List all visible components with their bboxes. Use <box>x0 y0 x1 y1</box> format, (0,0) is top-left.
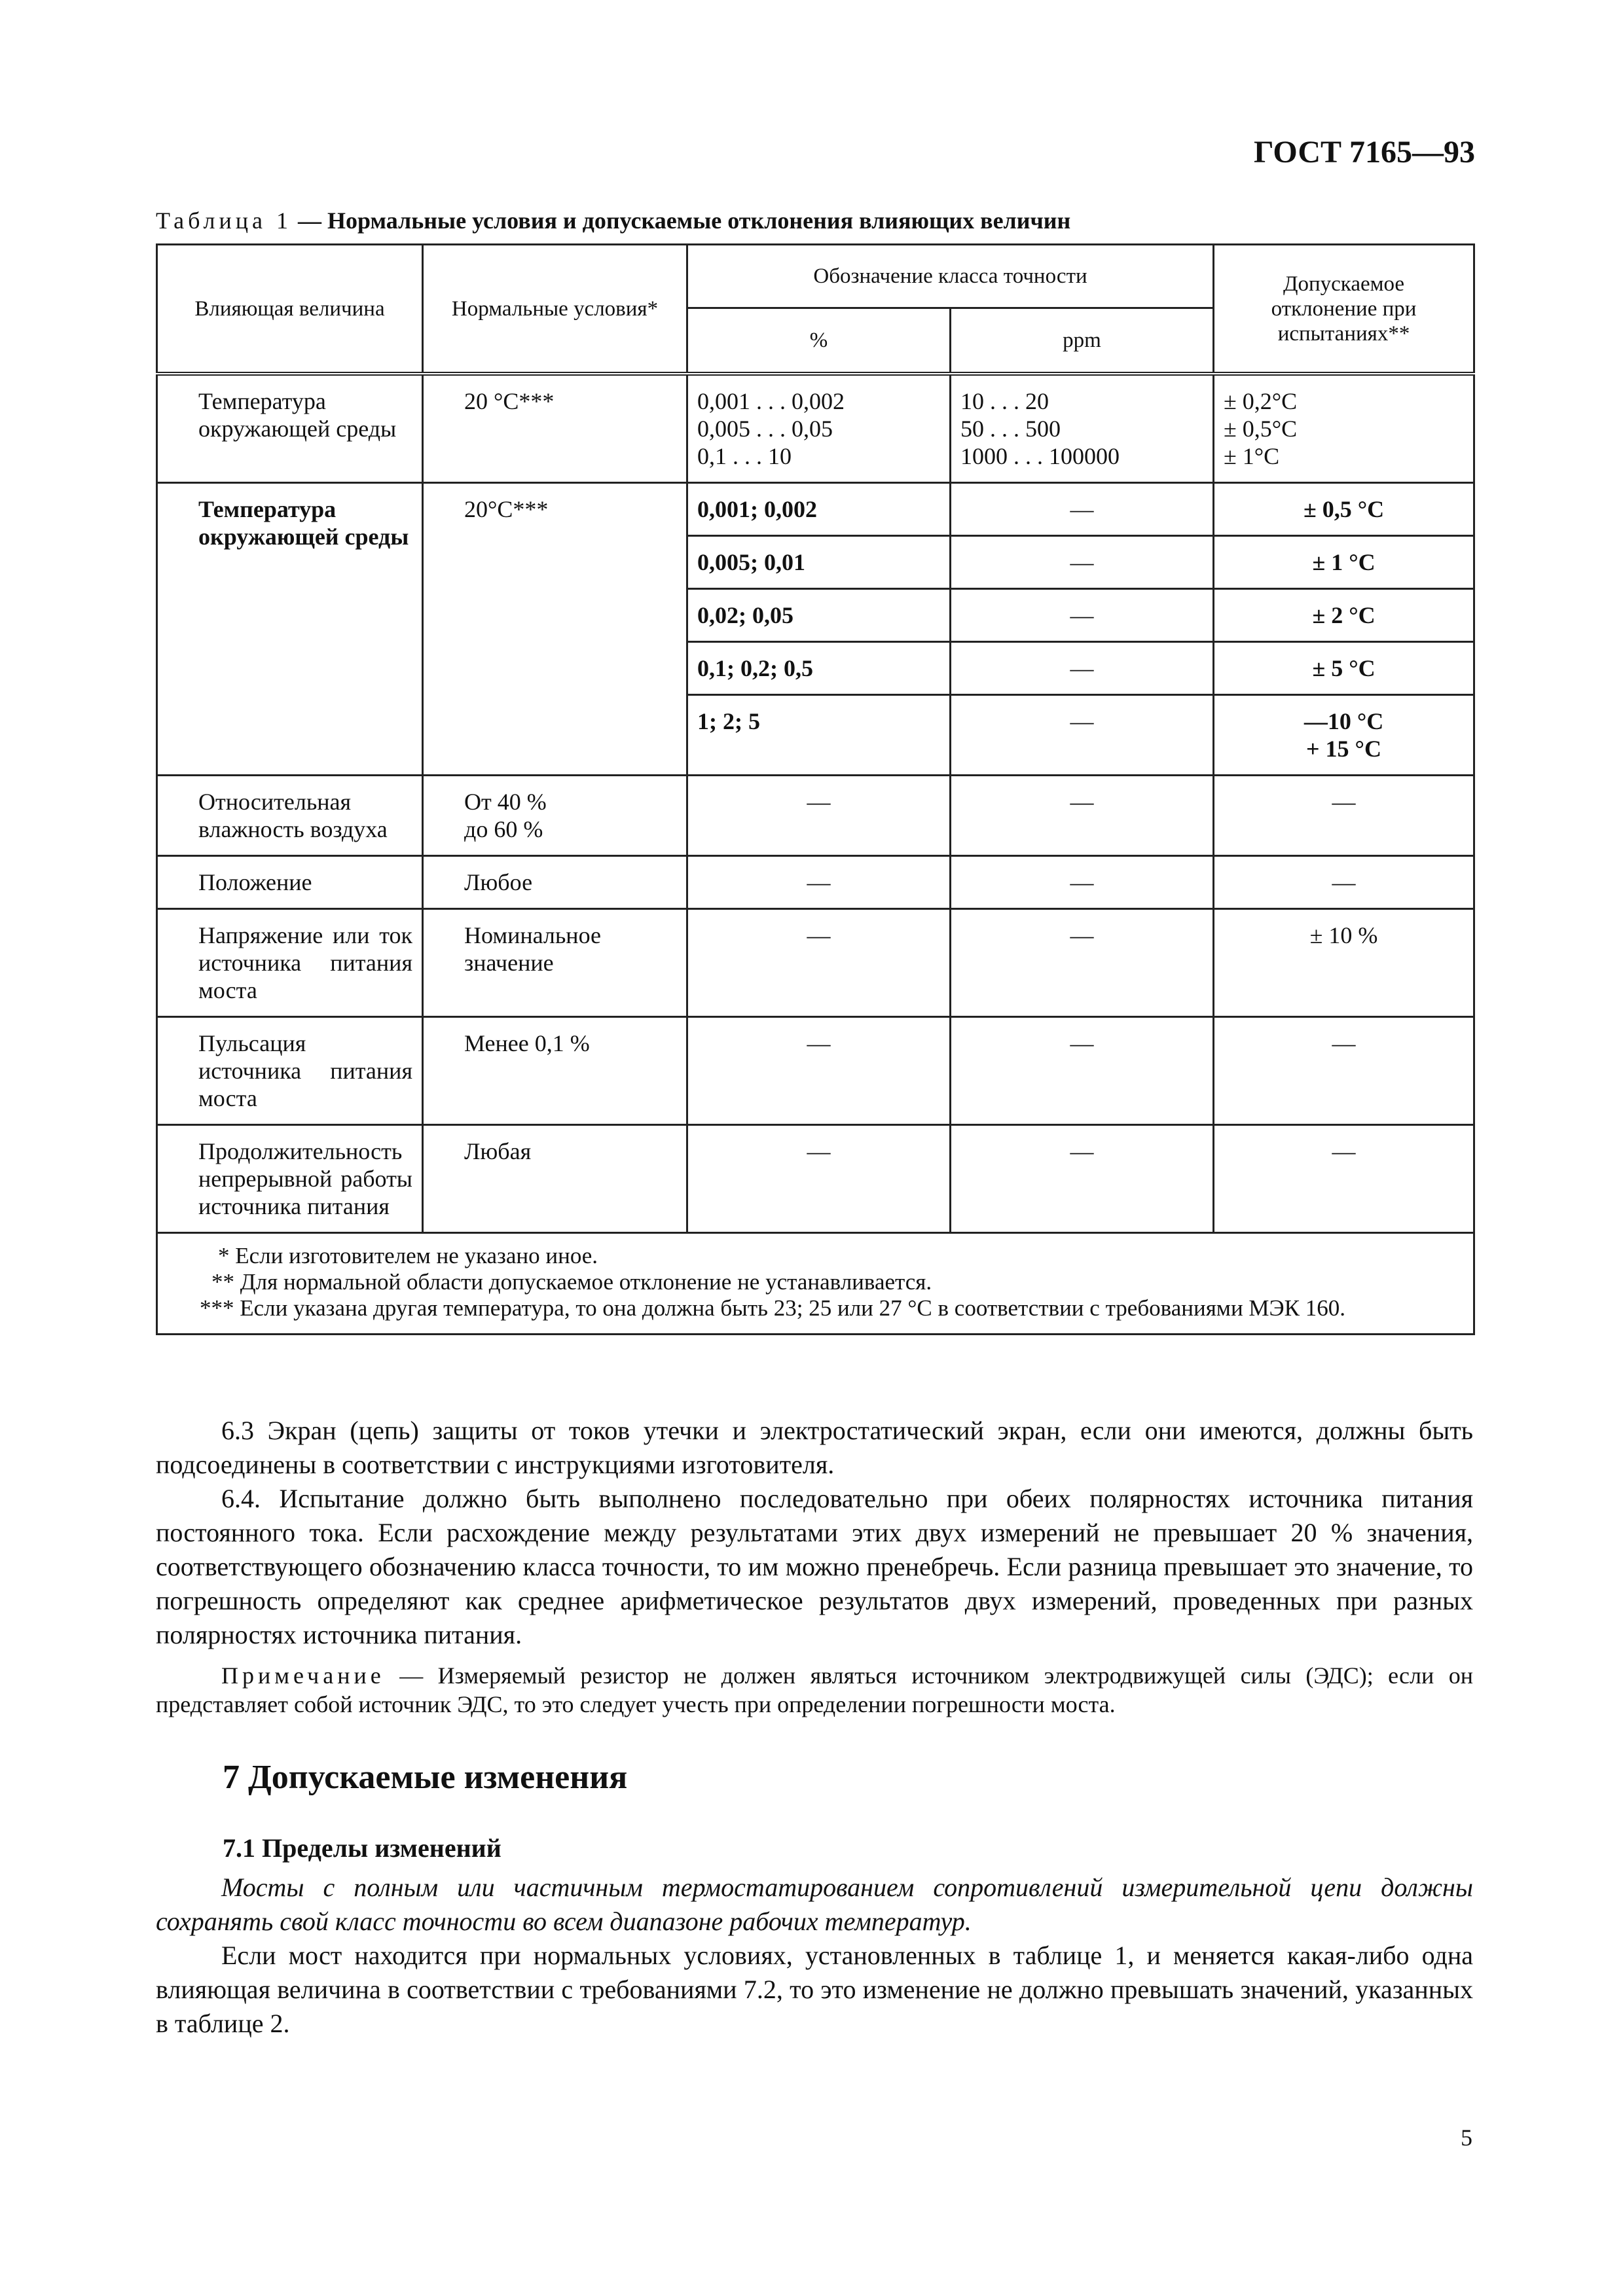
row-temp2-deviation-plus: + 15 °С <box>1306 736 1381 762</box>
row-ripple-percent: — <box>687 1017 951 1125</box>
row-temp-percent-2: 0,005 . . . 0,05 <box>697 416 833 442</box>
document-header-id: ГОСТ 7165—93 <box>1254 135 1475 170</box>
row-voltage-ppm: — <box>951 909 1214 1017</box>
header-influence-quantity: Влияющая величина <box>157 245 423 374</box>
row-humidity-normal <box>423 776 687 856</box>
row-temp-percent-1: 0,001 . . . 0,002 <box>697 388 845 414</box>
row-temp2-deviation: ± 5 °С <box>1214 642 1474 695</box>
table-notes-row <box>157 1233 1474 1335</box>
row-temp-percent <box>687 374 951 483</box>
table-row <box>157 856 1474 909</box>
row-humidity-normal-from: От 40 % <box>464 789 547 815</box>
paragraph-7-1-italic: Мосты с полным или частичным термостатированием сопротивлений измерительной цепи должны сохранять свой класс точности во всем диапазоне рабочих температур. <box>156 1873 1473 1936</box>
row-temp2-deviation: ± 1 °С <box>1214 536 1474 589</box>
table-row <box>157 1017 1474 1125</box>
header-allowed-deviation: Допускаемое отклонение при испытаниях** <box>1214 245 1474 374</box>
row-temp2-deviation: ± 2 °С <box>1214 589 1474 642</box>
row-temp2-percent: 0,001; 0,002 <box>687 483 951 536</box>
row-position-deviation: — <box>1214 856 1474 909</box>
page-number: 5 <box>1461 2125 1472 2151</box>
paragraph-6-4: 6.4. Испытание должно быть выполнено последовательно при обеих полярностях источника питания постоянного тока. Если расхождение между результатами этих двух измерений не превышает 20 % значения, соответствующего обозначению класса точности, то им можно пренебречь. Если разница превышает это значение, то погрешность определяют как среднее арифметическое результатов двух измерений, проведенных при разных полярностях источника питания. <box>156 1484 1473 1649</box>
paragraph-6-3: 6.3 Экран (цепь) защиты от токов утечки и электростатический экран, если они имеются, должны быть подсоединены в соответствии с инструкциями изготовителя. <box>156 1416 1473 1479</box>
row-temp2-ppm: — <box>951 695 1214 776</box>
row-duration-ppm: — <box>951 1125 1214 1233</box>
row-temp2-ppm: — <box>951 589 1214 642</box>
table-row <box>157 483 1474 536</box>
row-temp-deviation-2: ± 0,5°С <box>1224 416 1298 442</box>
table-note-2: ** Для нормальной области допускаемое отклонение не устанавливается. <box>211 1269 932 1295</box>
table-caption <box>156 207 1070 234</box>
header-normal-conditions: Нормальные условия* <box>423 245 687 374</box>
row-humidity-ppm: — <box>951 776 1214 856</box>
table-row <box>157 1125 1474 1233</box>
table-caption-title: Нормальные условия и допускаемые отклонения влияющих величин <box>327 207 1071 234</box>
note-text: — Измеряемый резистор не должен являться источником электродвижущей силы (ЭДС); если он представляет собой источник ЭДС, то это следует учесть при определении погрешности моста. <box>156 1662 1473 1717</box>
row-temp-percent-3: 0,1 . . . 10 <box>697 443 792 469</box>
row-humidity-percent: — <box>687 776 951 856</box>
body-section-6 <box>156 1414 1473 1719</box>
row-temp2-percent: 1; 2; 5 <box>687 695 951 776</box>
row-temp2-quantity: Температура окружающей среды <box>157 483 423 776</box>
row-temp-deviation-1: ± 0,2°С <box>1224 388 1298 414</box>
table-caption-prefix: Таблица 1 <box>156 207 292 234</box>
row-temp2-percent: 0,02; 0,05 <box>687 589 951 642</box>
row-voltage-deviation: ± 10 % <box>1214 909 1474 1017</box>
row-temp-deviation-3: ± 1°С <box>1224 443 1280 469</box>
header-percent: % <box>687 308 951 374</box>
row-humidity-normal-to: до 60 % <box>464 816 543 842</box>
row-humidity-quantity: Относительная влажность воздуха <box>157 776 423 856</box>
row-temp-deviation <box>1214 374 1474 483</box>
header-accuracy-class: Обозначение класса точности <box>687 245 1214 308</box>
table-notes <box>157 1233 1474 1335</box>
row-position-quantity: Положение <box>157 856 423 909</box>
table-row <box>157 909 1474 1017</box>
row-position-normal: Любое <box>423 856 687 909</box>
row-temp-ppm-3: 1000 . . . 100000 <box>960 443 1120 469</box>
row-temp2-deviation <box>1214 695 1474 776</box>
row-voltage-normal: Номинальное значение <box>423 909 687 1017</box>
row-temp2-percent: 0,1; 0,2; 0,5 <box>687 642 951 695</box>
row-ripple-ppm: — <box>951 1017 1214 1125</box>
row-duration-deviation: — <box>1214 1125 1474 1233</box>
row-temp2-percent: 0,005; 0,01 <box>687 536 951 589</box>
table-note-3: *** Если указана другая температура, то она должна быть 23; 25 или 27 °С в соответствии с требованиями МЭК 160. <box>200 1295 1345 1321</box>
table-row <box>157 374 1474 483</box>
table-row <box>157 776 1474 856</box>
row-temp-ppm-2: 50 . . . 500 <box>960 416 1061 442</box>
row-humidity-deviation: — <box>1214 776 1474 856</box>
row-position-ppm: — <box>951 856 1214 909</box>
row-temp2-ppm: — <box>951 483 1214 536</box>
row-temp2-deviation: ± 0,5 °С <box>1214 483 1474 536</box>
header-ppm: ppm <box>951 308 1214 374</box>
section-7-1-heading: 7.1 Пределы изменений <box>223 1833 501 1863</box>
row-duration-normal: Любая <box>423 1125 687 1233</box>
row-duration-percent: — <box>687 1125 951 1233</box>
body-section-7 <box>156 1871 1473 2041</box>
row-temp2-normal: 20°С*** <box>423 483 687 776</box>
row-ripple-quantity: Пульсация источника питания моста <box>157 1017 423 1125</box>
table-header-row <box>157 245 1474 308</box>
table-note-1: * Если изготовителем не указано иное. <box>218 1243 598 1268</box>
row-duration-quantity: Продолжительность непрерывной работы источника питания <box>157 1125 423 1233</box>
row-temp-normal: 20 °С*** <box>423 374 687 483</box>
row-temp-quantity: Температура окружающей среды <box>157 374 423 483</box>
section-7-heading: 7 Допускаемые изменения <box>223 1759 628 1796</box>
note-label: Примечание <box>221 1662 385 1689</box>
table-1 <box>156 243 1475 1335</box>
paragraph-note <box>156 1661 1473 1719</box>
row-position-percent: — <box>687 856 951 909</box>
paragraph-7-1: Если мост находится при нормальных условиях, установленных в таблице 1, и меняется какая-либо одна влияющая величина в соответствии с требованиями 7.2, то это изменение не должно превышать значений, указанных в таблице 2. <box>156 1941 1473 2038</box>
row-ripple-normal: Менее 0,1 % <box>423 1017 687 1125</box>
row-voltage-quantity: Напряжение или ток источника питания моста <box>157 909 423 1017</box>
row-temp2-ppm: — <box>951 536 1214 589</box>
row-voltage-percent: — <box>687 909 951 1017</box>
row-temp-ppm-1: 10 . . . 20 <box>960 388 1049 414</box>
row-temp2-ppm: — <box>951 642 1214 695</box>
row-ripple-deviation: — <box>1214 1017 1474 1125</box>
row-temp-ppm <box>951 374 1214 483</box>
row-temp2-deviation-minus: —10 °С <box>1304 708 1384 734</box>
table-caption-dash: — <box>291 207 327 234</box>
